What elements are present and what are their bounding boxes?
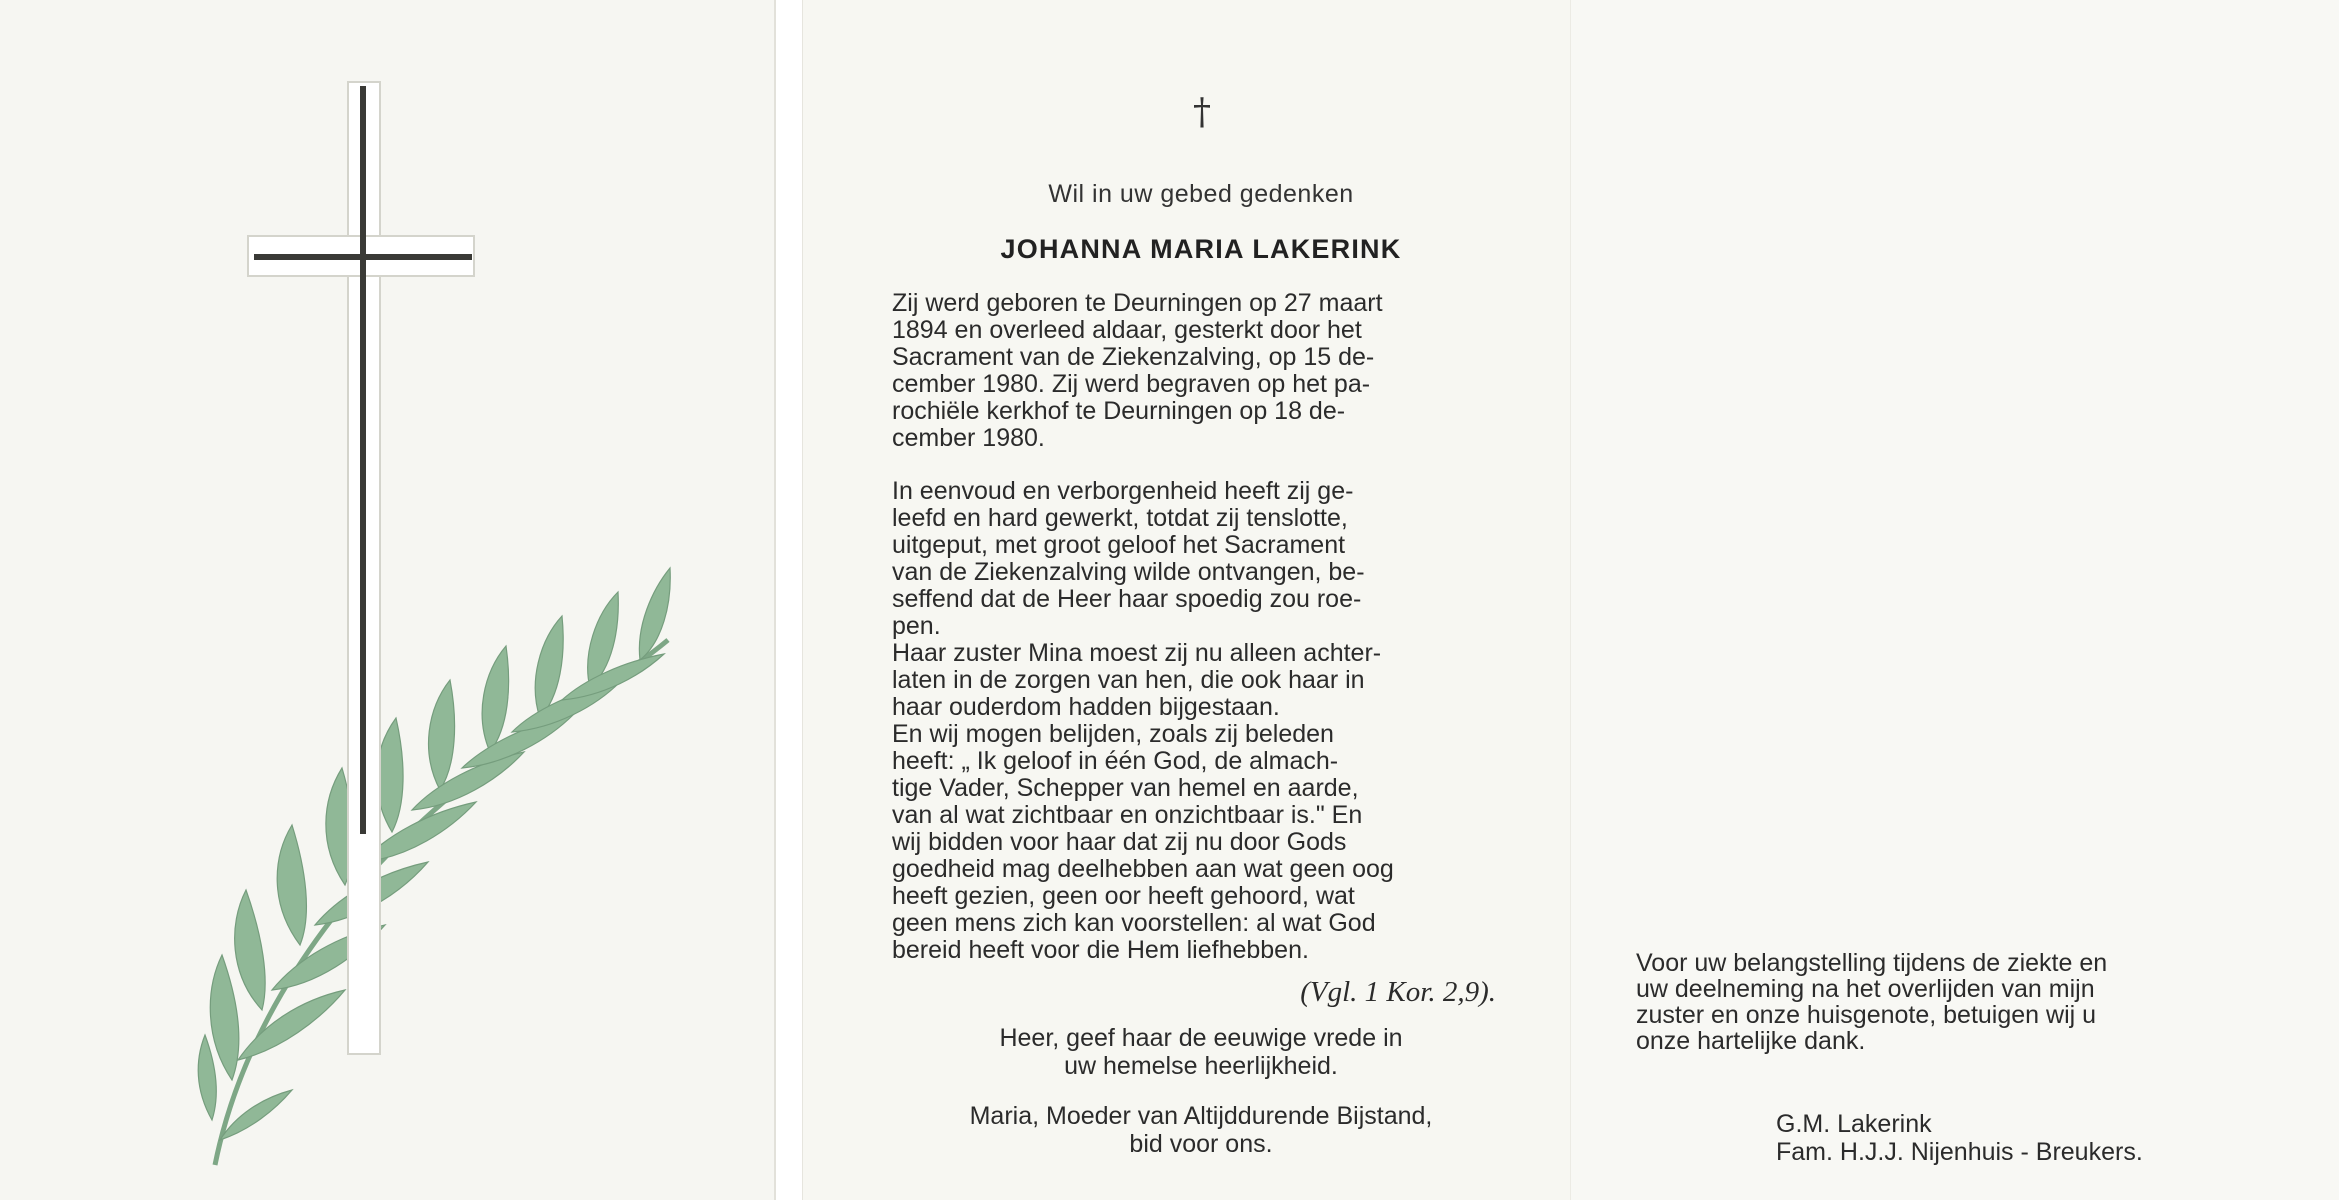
prayer-line: uw hemelse heerlijkheid. — [1064, 1052, 1338, 1080]
text-line: zuster en onze huisgenote, betuigen wij u — [1636, 1001, 2097, 1029]
text-line: uitgeput, met groot geloof het Sacrament — [892, 531, 1346, 559]
text-line: leefd en hard gewerkt, totdat zij tenslotte, — [892, 504, 1348, 532]
text-line: wij bidden voor haar dat zij nu door Gods — [892, 828, 1347, 856]
text-line: heeft: „ Ik geloof in één God, de almach- — [892, 747, 1339, 775]
text-line: seffend dat de Heer haar spoedig zou roe- — [892, 585, 1362, 613]
signature-block — [1776, 1110, 2276, 1166]
text-line: cember 1980. — [892, 424, 1045, 452]
thanks-paragraph — [1636, 950, 2248, 1054]
prayer-line: Maria, Moeder van Altijddurende Bijstand, — [969, 1102, 1433, 1130]
deceased-name: JOHANNA MARIA LAKERINK — [1000, 234, 1402, 264]
text-line: En wij mogen belijden, zoals zij beleden — [892, 720, 1334, 748]
text-line: rochiële kerkhof te Deurningen op 18 de- — [892, 397, 1346, 425]
text-line: pen. — [892, 612, 941, 640]
panel-gap — [776, 0, 802, 1200]
text-line: laten in de zorgen van hen, die ook haar in — [892, 666, 1365, 694]
birth-death-paragraph — [892, 290, 1502, 452]
text-line: tige Vader, Schepper van hemel en aarde, — [892, 774, 1359, 802]
text-line: geen mens zich kan voorstellen: al wat God — [892, 909, 1376, 937]
prayer-mary — [896, 1102, 1506, 1158]
text-line: cember 1980. Zij werd begraven op het pa- — [892, 370, 1371, 398]
text-line: In eenvoud en verborgenheid heeft zij ge- — [892, 477, 1354, 505]
signature-line: G.M. Lakerink — [1776, 1110, 1932, 1138]
text-line: van al wat zichtbaar en onzichtbaar is." En — [892, 801, 1363, 829]
text-line: van de Ziekenzalving wilde ontvangen, be- — [892, 558, 1365, 586]
text-line: heeft gezien, geen oor heeft gehoord, wat — [892, 882, 1355, 910]
text-line: haar ouderdom hadden bijgestaan. — [892, 693, 1280, 721]
dagger-cross-icon: † — [1193, 92, 1211, 133]
intro-line: Wil in uw gebed gedenken — [1048, 180, 1354, 208]
text-line: goedheid mag deelhebben aan wat geen oog — [892, 855, 1394, 883]
cover-illustration — [0, 0, 776, 1200]
palm-branch-icon — [198, 568, 670, 1165]
text-line: 1894 en overleed aldaar, gesterkt door het — [892, 316, 1362, 344]
bible-citation: (Vgl. 1 Kor. 2,9). — [1300, 976, 1496, 1008]
text-line: onze hartelijke dank. — [1636, 1027, 1866, 1055]
text-line: Haar zuster Mina moest zij nu alleen achter- — [892, 639, 1382, 667]
text-line: Voor uw belangstelling tijdens de ziekte en — [1636, 949, 2108, 977]
text-line: Zij werd geboren te Deurningen op 27 maart — [892, 289, 1383, 317]
signature-line: Fam. H.J.J. Nijenhuis - Breukers. — [1776, 1138, 2143, 1166]
text-line: uw deelneming na het overlijden van mijn — [1636, 975, 2095, 1003]
life-paragraph — [892, 478, 1502, 964]
prayer-line: Heer, geef haar de eeuwige vrede in — [999, 1024, 1403, 1052]
cover-panel — [0, 0, 776, 1200]
text-line: Sacrament van de Ziekenzalving, op 15 de- — [892, 343, 1375, 371]
text-line: bereid heeft voor die Hem liefhebben. — [892, 936, 1309, 964]
prayer-peace — [896, 1024, 1506, 1080]
prayer-line: bid voor ons. — [1129, 1130, 1273, 1158]
